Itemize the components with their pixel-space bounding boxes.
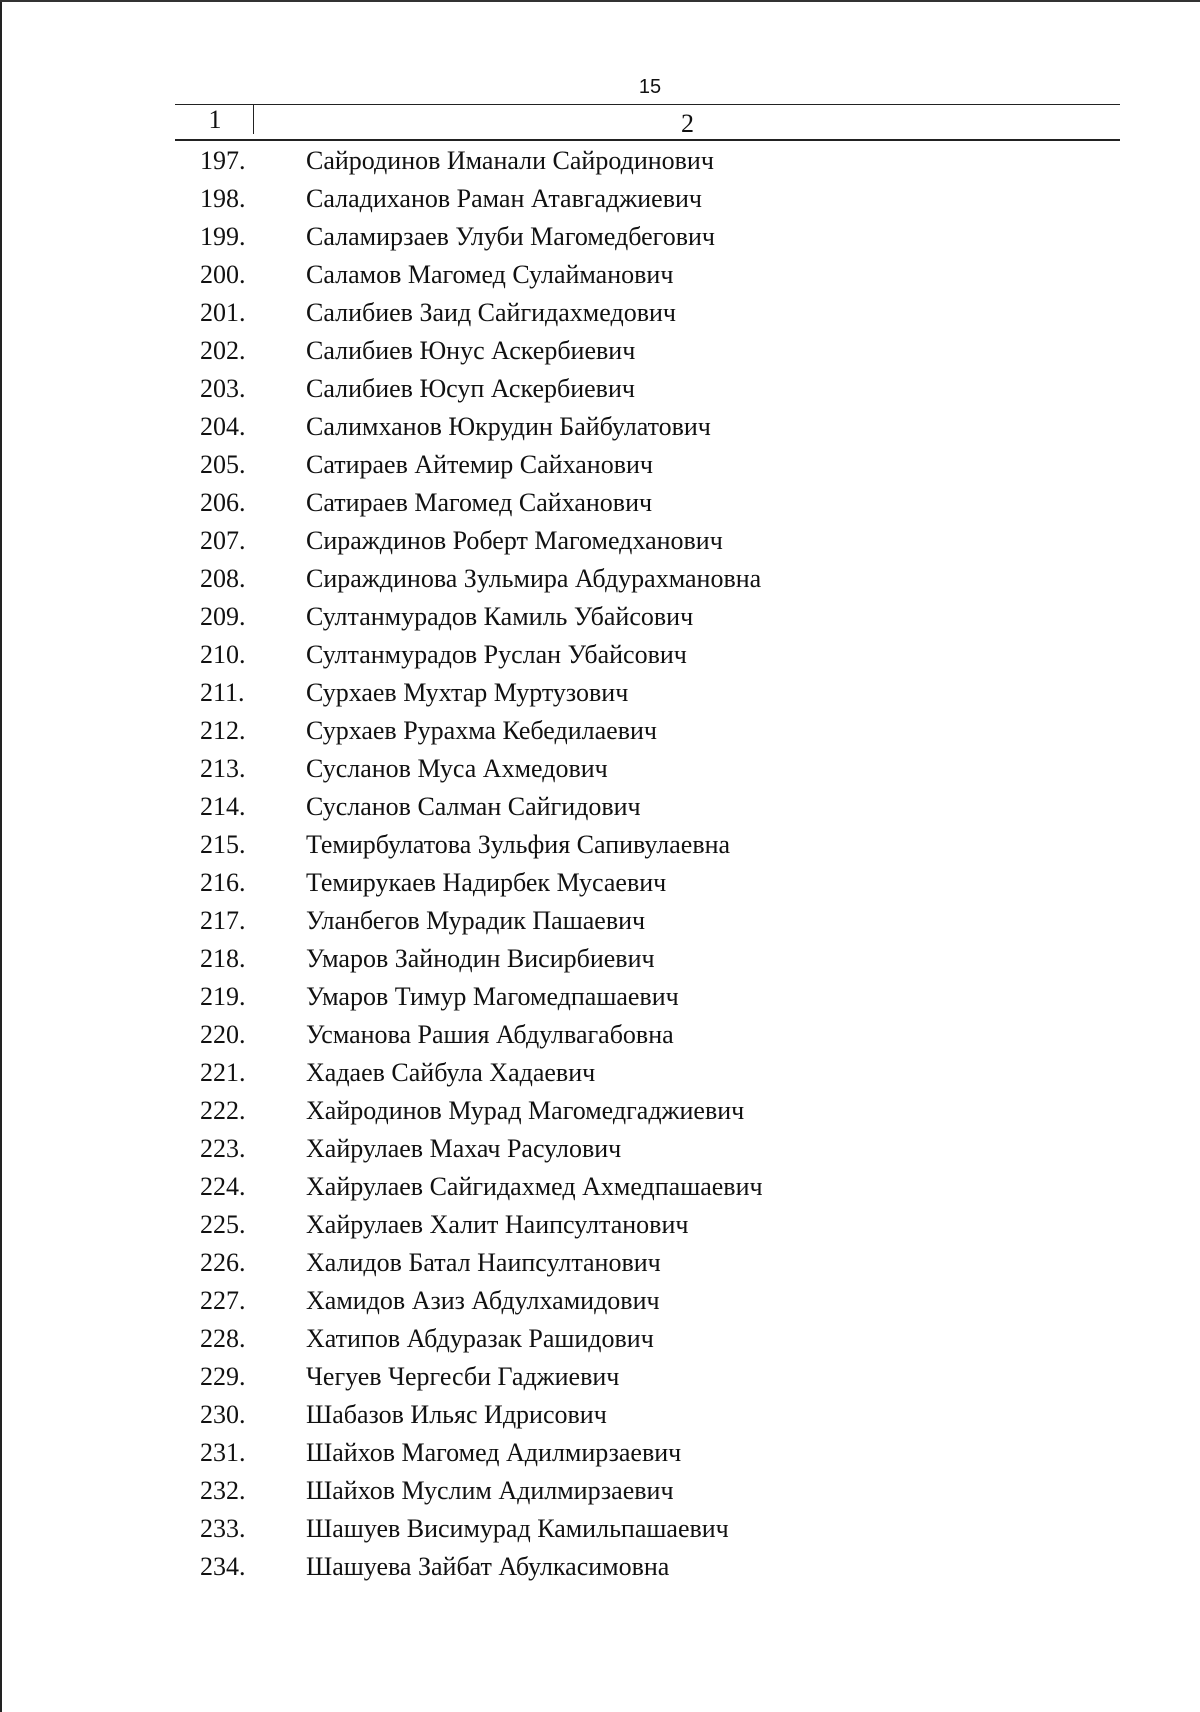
list-item-number: 226. [200, 1248, 246, 1277]
list-item-number: 221. [200, 1058, 246, 1087]
list-item [0, 1472, 1200, 1510]
list-item-name: Усманова Рашия Абдулвагабовна [306, 1020, 674, 1049]
list-item-name: Шайхов Муслим Адилмирзаевич [306, 1476, 674, 1505]
list-item-number: 213. [200, 754, 246, 783]
list-item-name: Саладиханов Раман Атавгаджиевич [306, 184, 702, 213]
list-item-number: 202. [200, 336, 246, 365]
list-item [0, 826, 1200, 864]
list-item-number: 219. [200, 982, 246, 1011]
list-item-name: Шабазов Ильяс Идрисович [306, 1400, 607, 1429]
list-item [0, 218, 1200, 256]
list-item [0, 940, 1200, 978]
list-item-name: Шашуева Зайбат Абулкасимовна [306, 1552, 670, 1581]
scan-edge-top [0, 0, 1200, 2]
list-item-name: Чегуев Чергесби Гаджиевич [306, 1362, 620, 1391]
list-item [0, 636, 1200, 674]
list-item-name: Шайхов Магомед Адилмирзаевич [306, 1438, 682, 1467]
table-header-col2: 2 [681, 109, 694, 138]
list-item [0, 864, 1200, 902]
list-item [0, 1130, 1200, 1168]
list-item-name: Сурхаев Рурахма Кебедилаевич [306, 716, 657, 745]
list-item-name: Темирукаев Надирбек Мусаевич [306, 868, 667, 897]
list-item-name: Хайродинов Мурад Магомедгаджиевич [306, 1096, 745, 1125]
name-list [0, 142, 1200, 1586]
list-item-number: 225. [200, 1210, 246, 1239]
list-item-name: Сираждинов Роберт Магомедханович [306, 526, 723, 555]
list-item-name: Салибиев Заид Сайгидахмедович [306, 298, 676, 327]
list-item-number: 232. [200, 1476, 246, 1505]
page-number: 15 [638, 76, 662, 98]
table-header-col1: 1 [208, 105, 222, 134]
list-item [0, 1320, 1200, 1358]
list-item-name: Сираждинова Зульмира Абдурахмановна [306, 564, 762, 593]
list-item-number: 199. [200, 222, 246, 251]
list-item [0, 1168, 1200, 1206]
list-item-number: 210. [200, 640, 246, 669]
list-item [0, 484, 1200, 522]
list-item-number: 203. [200, 374, 246, 403]
list-item [0, 1396, 1200, 1434]
list-item-number: 220. [200, 1020, 246, 1049]
list-item [0, 446, 1200, 484]
list-item-name: Шашуев Висимурад Камильпашаевич [306, 1514, 729, 1543]
list-item [0, 712, 1200, 750]
list-item [0, 142, 1200, 180]
list-item-number: 230. [200, 1400, 246, 1429]
list-item-number: 224. [200, 1172, 246, 1201]
list-item-number: 207. [200, 526, 246, 555]
list-item [0, 1016, 1200, 1054]
list-item-name: Хайрулаев Махач Расулович [306, 1134, 622, 1163]
list-item-name: Уланбегов Мурадик Пашаевич [306, 906, 646, 935]
list-item-number: 197. [200, 146, 246, 175]
list-item [0, 1434, 1200, 1472]
list-item-number: 233. [200, 1514, 246, 1543]
list-item-number: 200. [200, 260, 246, 289]
list-item [0, 902, 1200, 940]
list-item-number: 198. [200, 184, 246, 213]
list-item-name: Хадаев Сайбула Хадаевич [306, 1058, 596, 1087]
list-item [0, 522, 1200, 560]
list-item [0, 294, 1200, 332]
list-item-name: Халидов Батал Наипсултанович [306, 1248, 661, 1277]
list-item-name: Султанмурадов Камиль Убайсович [306, 602, 694, 631]
list-item-number: 208. [200, 564, 246, 593]
list-item-number: 227. [200, 1286, 246, 1315]
list-item-name: Хайрулаев Халит Наипсултанович [306, 1210, 689, 1239]
list-item-name: Хамидов Азиз Абдулхамидович [306, 1286, 660, 1315]
list-item-name: Сатираев Айтемир Сайханович [306, 450, 653, 479]
list-item [0, 408, 1200, 446]
list-item [0, 256, 1200, 294]
list-item [0, 560, 1200, 598]
list-item-name: Темирбулатова Зульфия Сапивулаевна [306, 830, 731, 859]
list-item-name: Сатираев Магомед Сайханович [306, 488, 653, 517]
list-item [0, 1206, 1200, 1244]
list-item-number: 205. [200, 450, 246, 479]
list-item-number: 229. [200, 1362, 246, 1391]
list-item-name: Сусланов Салман Сайгидович [306, 792, 641, 821]
list-item [0, 1510, 1200, 1548]
list-item-number: 222. [200, 1096, 246, 1125]
list-item-number: 206. [200, 488, 246, 517]
list-item-number: 214. [200, 792, 246, 821]
list-item-name: Хайрулаев Сайгидахмед Ахмедпашаевич [306, 1172, 763, 1201]
list-item-name: Саламов Магомед Сулайманович [306, 260, 674, 289]
list-item [0, 598, 1200, 636]
list-item-name: Сурхаев Мухтар Муртузович [306, 678, 629, 707]
list-item [0, 1092, 1200, 1130]
list-item [0, 788, 1200, 826]
list-item-number: 218. [200, 944, 246, 973]
list-item-name: Салибиев Юсуп Аскербиевич [306, 374, 635, 403]
list-item-number: 217. [200, 906, 246, 935]
list-item-number: 211. [200, 678, 245, 707]
list-item-number: 234. [200, 1552, 246, 1581]
list-item-name: Умаров Тимур Магомедпашаевич [306, 982, 679, 1011]
list-item-number: 209. [200, 602, 246, 631]
list-item [0, 978, 1200, 1016]
list-item-number: 215. [200, 830, 246, 859]
list-item-name: Саламирзаев Улуби Магомедбегович [306, 222, 715, 251]
list-item [0, 370, 1200, 408]
list-item [0, 1548, 1200, 1586]
list-item [0, 180, 1200, 218]
list-item-name: Султанмурадов Руслан Убайсович [306, 640, 687, 669]
list-item-number: 201. [200, 298, 246, 327]
list-item [0, 1358, 1200, 1396]
list-item [0, 332, 1200, 370]
list-item-number: 204. [200, 412, 246, 441]
list-item [0, 1244, 1200, 1282]
list-item [0, 1054, 1200, 1092]
list-item-name: Умаров Зайнодин Висирбиевич [306, 944, 655, 973]
list-item-name: Салибиев Юнус Аскербиевич [306, 336, 636, 365]
list-item-number: 223. [200, 1134, 246, 1163]
list-item-name: Салимханов Юкрудин Байбулатович [306, 412, 711, 441]
table-header-top-rule [175, 104, 1120, 105]
list-item [0, 1282, 1200, 1320]
list-item-name: Сусланов Муса Ахмедович [306, 754, 608, 783]
list-item [0, 750, 1200, 788]
list-item-number: 228. [200, 1324, 246, 1353]
list-item [0, 674, 1200, 712]
list-item-number: 216. [200, 868, 246, 897]
list-item-name: Хатипов Абдуразак Рашидович [306, 1324, 654, 1353]
table-header-bottom-rule [175, 139, 1120, 141]
list-item-number: 231. [200, 1438, 246, 1467]
list-item-name: Сайродинов Иманали Сайродинович [306, 146, 714, 175]
list-item-number: 212. [200, 716, 246, 745]
